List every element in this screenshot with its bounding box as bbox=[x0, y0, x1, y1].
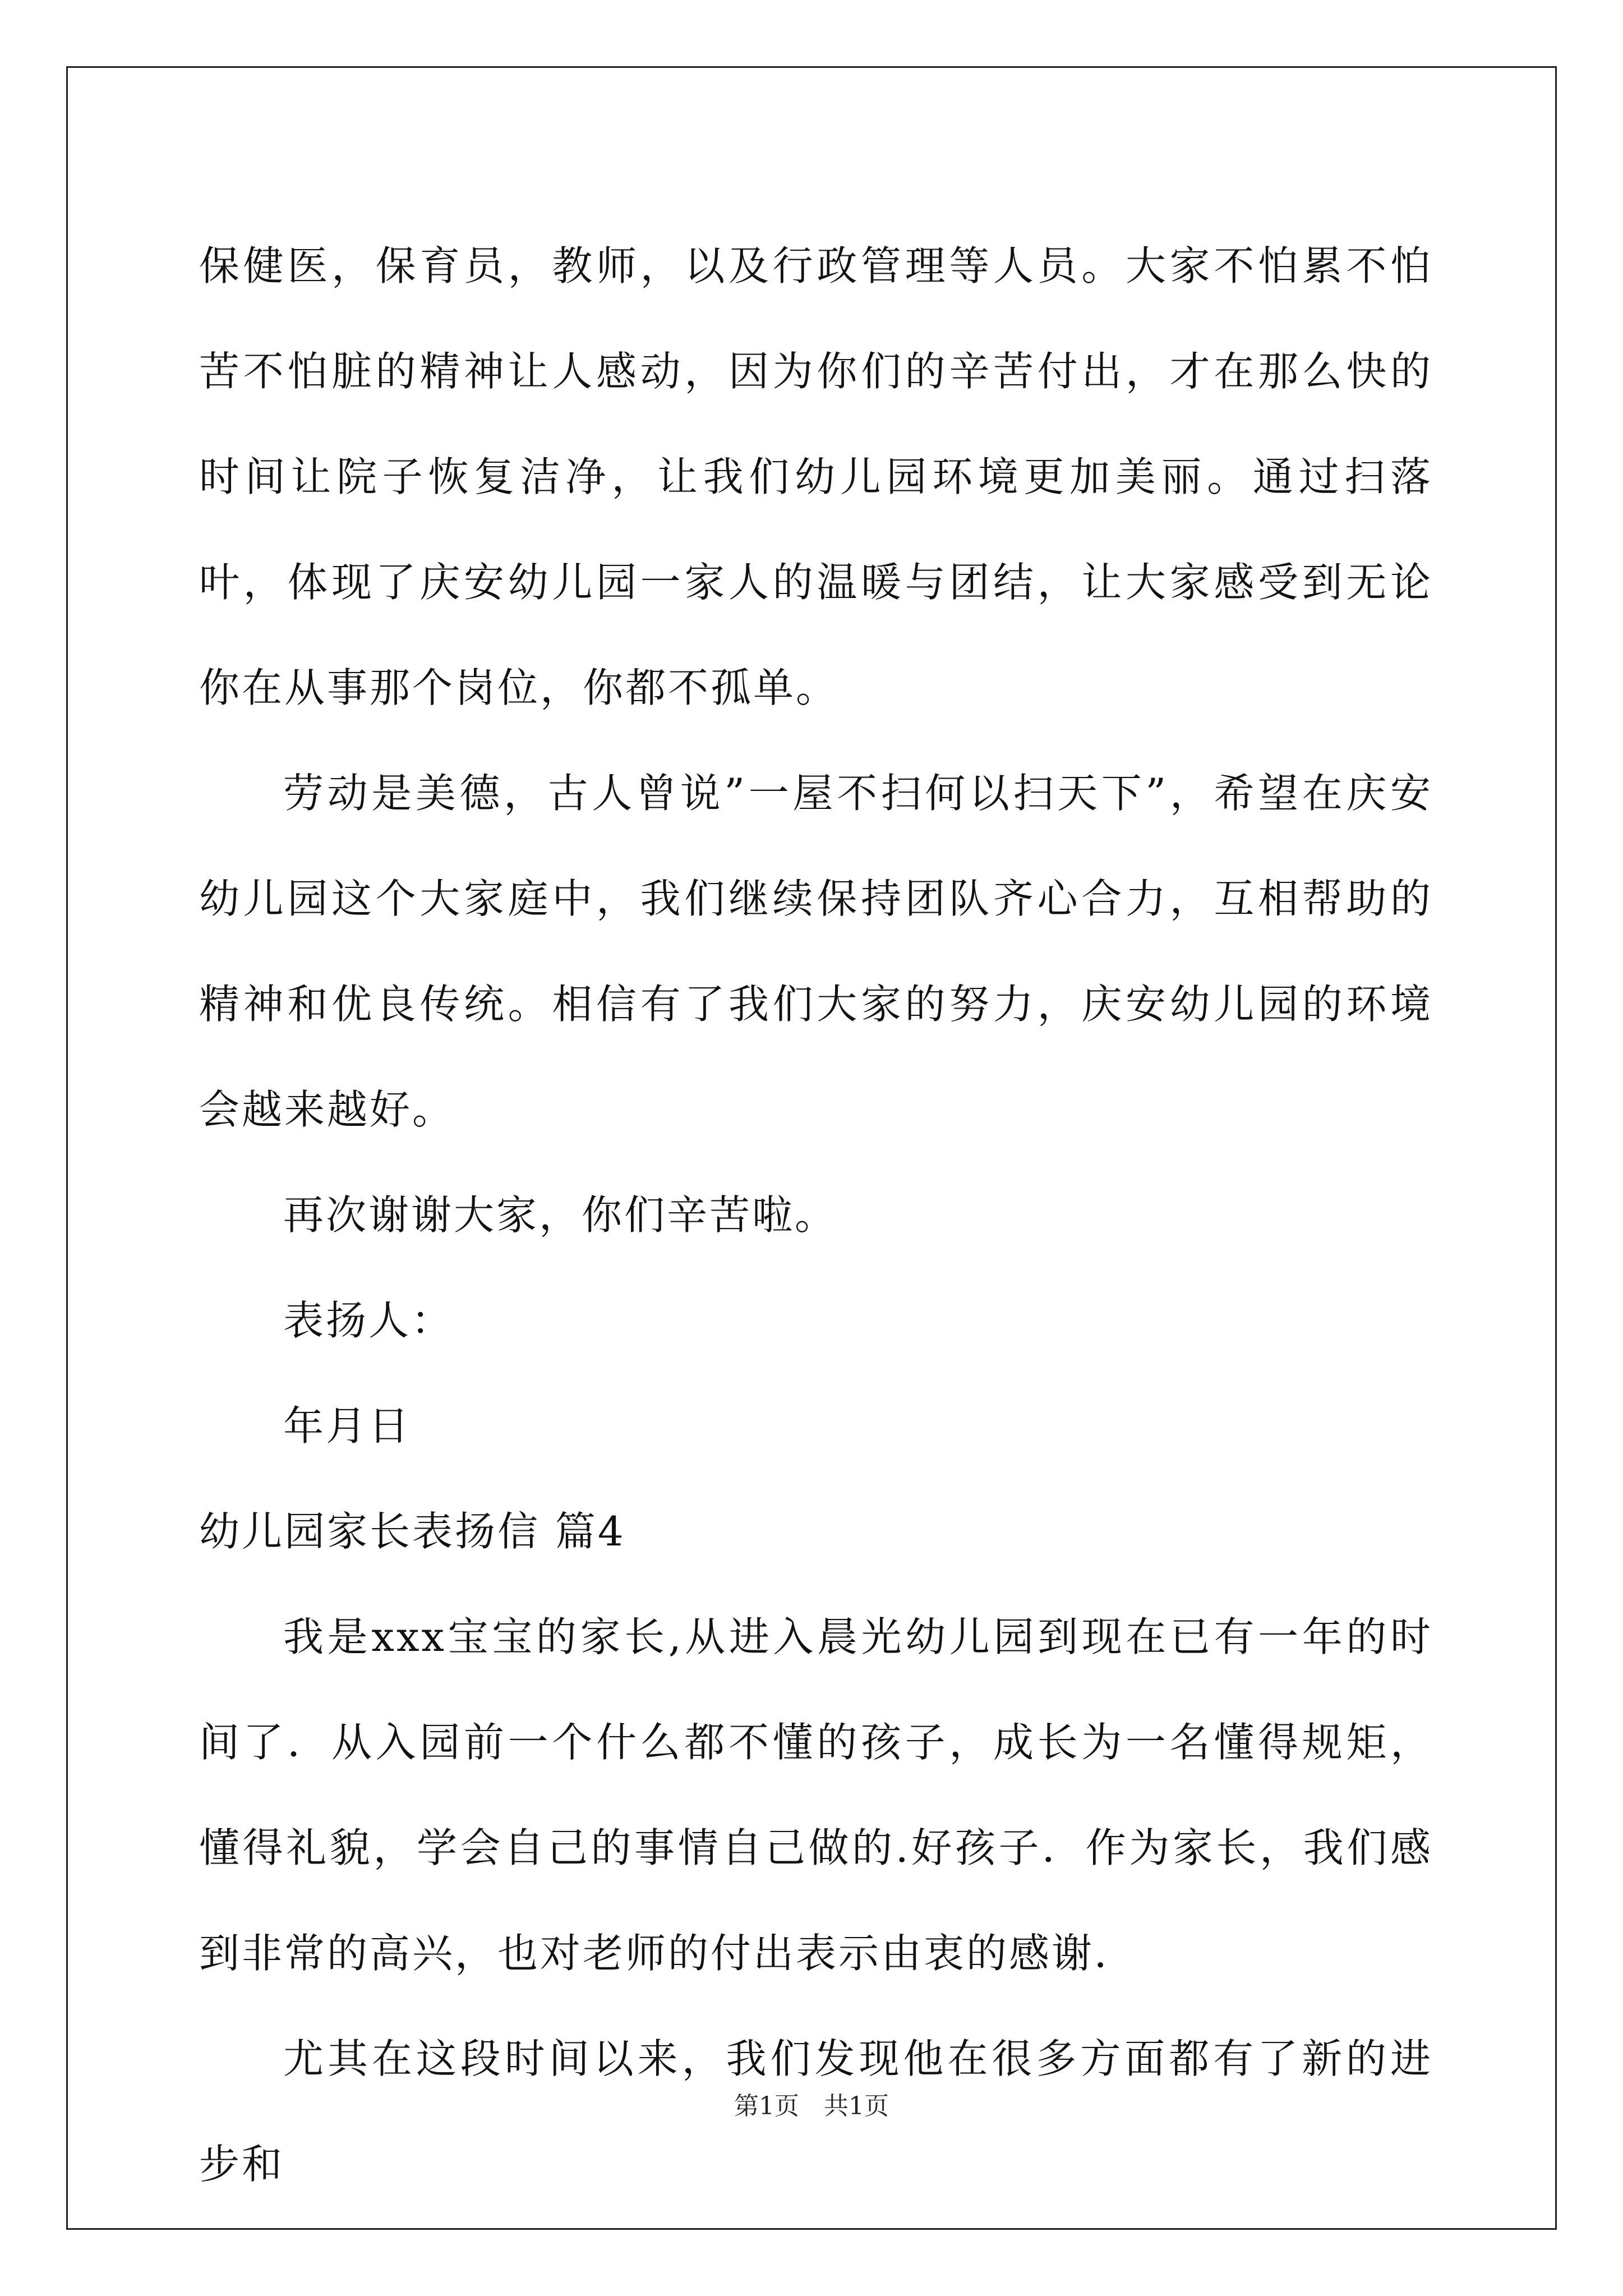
section-heading: 幼儿园家长表扬信 篇4 bbox=[199, 1508, 626, 1555]
paragraph-1: 保健医，保育员，教师，以及行政管理等人员。大家不怕累不怕苦不怕脏的精神让人感动，因为你们的辛苦付出，才在那么快的时间让院子恢复洁净，让我们幼儿园环境更加美丽。通过扫落叶，体现了庆安幼儿园一家人的温暖与团结，让大家感受到无论你在从事那个岗位，你都不孤单。 bbox=[199, 242, 1433, 711]
paragraph-5: 尤其在这段时间以来，我们发现他在很多方面都有了新的进步和 bbox=[199, 2035, 1433, 2188]
signature-label: 表扬人： bbox=[283, 1297, 454, 1344]
date-line: 年月日 bbox=[283, 1402, 412, 1450]
paragraph-4: 我是xxx宝宝的家长,从进入晨光幼儿园到现在已有一年的时间了．从入园前一个什么都不懂的孩子，成长为一名懂得规矩，懂得礼貌，学会自己的事情自己做的.好孩子．作为家长，我们感到非常的高兴，也对老师的付出表示由衷的感谢． bbox=[199, 1613, 1433, 1977]
paragraph-2: 劳动是美德，古人曾说”一屋不扫何以扫天下”，希望在庆安幼儿园这个大家庭中，我们继续保持团队齐心合力，互相帮助的精神和优良传统。相信有了我们大家的努力，庆安幼儿园的环境会越来越好。 bbox=[199, 770, 1433, 1133]
paragraph-3: 再次谢谢大家，你们辛苦啦。 bbox=[283, 1191, 838, 1239]
page-footer: 第1页 共1页 bbox=[734, 2092, 889, 2120]
document-body bbox=[199, 213, 1433, 2217]
